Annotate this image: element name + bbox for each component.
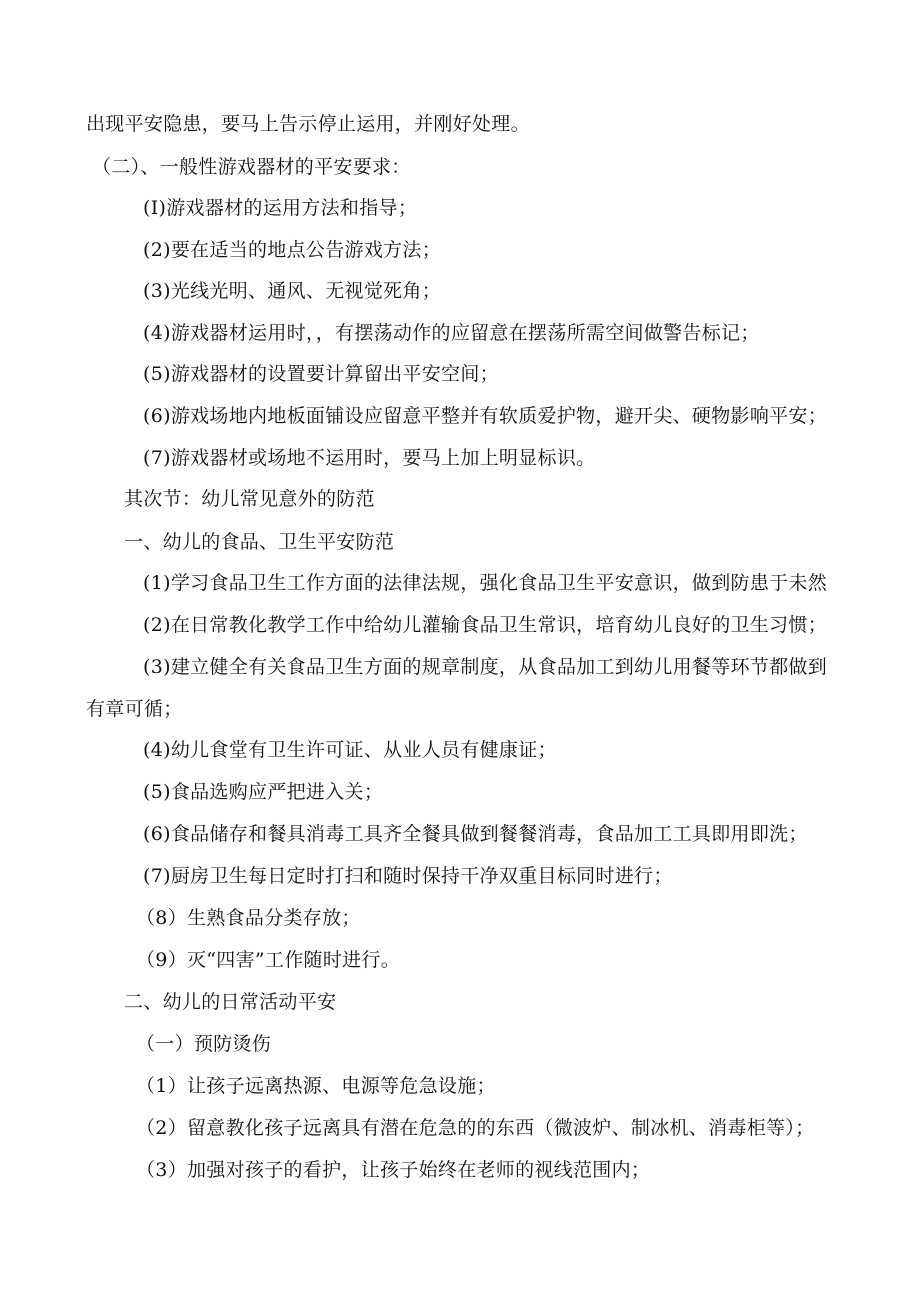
list-item: (3)光线光明、通风、无视觉死角； <box>143 280 442 302</box>
list-item: (I)游戏器材的运用方法和指导； <box>143 197 418 219</box>
list-item: （8）生熟食品分类存放； <box>136 907 361 929</box>
chapter-heading: 其次节：幼儿常见意外的防范 <box>124 488 375 510</box>
list-item: (6)游戏场地内地板面铺设应留意平整并有软质爱护物，避开尖、硬物影响平安； <box>143 405 828 427</box>
list-item: (5)食品选购应严把进入关； <box>143 781 384 803</box>
list-item: (3)建立健全有关食品卫生方面的规章制度，从食品加工到幼儿用餐等环节都做到 <box>143 656 828 678</box>
list-item: （3）加强对孩子的看护，让孩子始终在老师的视线范围内； <box>136 1159 651 1181</box>
list-item: (5)游戏器材的设置要计算留出平安空间； <box>143 363 499 385</box>
section-heading: （二）、一般性游戏器材的平安要求： <box>92 156 411 178</box>
list-item: (4)游戏器材运用时，，有摆荡动作的应留意在摆荡所需空间做警告标记； <box>143 322 760 344</box>
list-item: （1）让孩子远离热源、电源等危急设施； <box>136 1075 496 1097</box>
list-item: (2)在日常教化教学工作中给幼儿灌输食品卫生常识，培育幼儿良好的卫生习惯； <box>143 614 828 636</box>
list-item: （9）灭“四害”工作随时进行。 <box>136 949 401 971</box>
text-line: 有章可循； <box>86 698 183 720</box>
text-line: 出现平安隐患，要马上告示停止运用，并刚好处理。 <box>86 113 530 135</box>
section-heading: 一、幼儿的食品、卫生平安防范 <box>124 531 395 553</box>
section-heading: 二、幼儿的日常活动平安 <box>124 991 337 1013</box>
list-item: （2）留意教化孩子远离具有潜在危急的的东西（微波炉、制冰机、消毒柜等）； <box>136 1117 815 1139</box>
list-item: (4)幼儿食堂有卫生许可证、从业人员有健康证； <box>143 739 557 761</box>
list-item: (1)学习食品卫生工作方面的法律法规，强化食品卫生平安意识，做到防患于未然 <box>143 572 828 594</box>
list-item: (2)要在适当的地点公告游戏方法； <box>143 239 442 261</box>
subsection-heading: （一）预防烫伤 <box>136 1033 272 1055</box>
list-item: (7)游戏器材或场地不运用时，要马上加上明显标识。 <box>143 447 596 469</box>
list-item: (6)食品储存和餐具消毒工具齐全餐具做到餐餐消毒，食品加工工具即用即洗； <box>143 823 808 845</box>
list-item: (7)厨房卫生每日定时打扫和随时保持干净双重目标同时进行； <box>143 865 673 887</box>
